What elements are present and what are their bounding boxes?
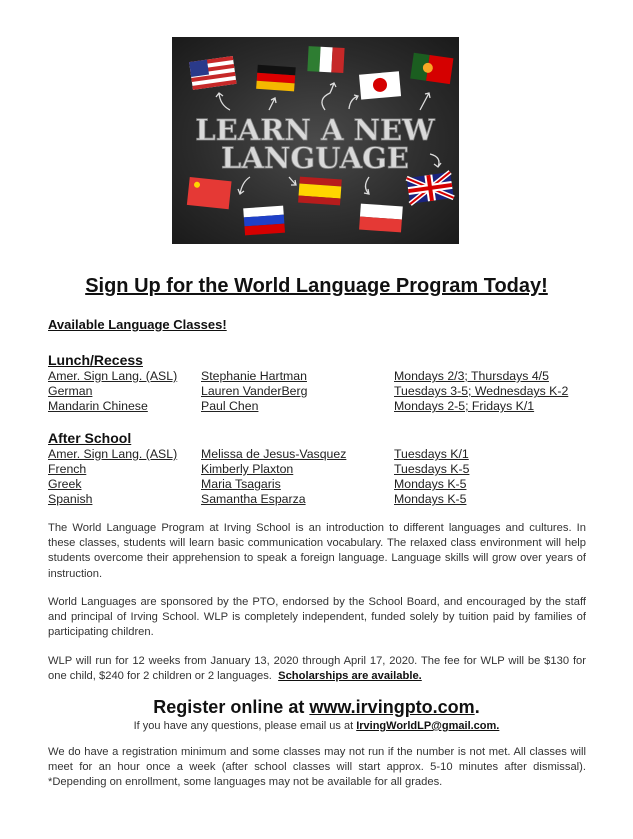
lunch-class-row [0, 384, 633, 400]
usa-flag-icon [189, 56, 236, 90]
class-teacher[interactable]: Lauren VanderBerg [201, 384, 308, 398]
after-school-class-row [0, 477, 633, 493]
scholarships-note: Scholarships are available. [278, 670, 422, 683]
class-language[interactable]: German [48, 384, 93, 398]
germany-flag-icon [256, 65, 296, 92]
banner-headline-1: LEARN A NEW [195, 113, 435, 147]
banner-headline-2: LANGUAGE [221, 141, 409, 175]
after-school-class-row [0, 462, 633, 478]
class-teacher[interactable]: Maria Tsagaris [201, 477, 281, 491]
intro-paragraph: The World Language Program at Irving School is an introduction to different languages and cultures. In these classes, students will learn basic communication vocabulary. The relaxed class environment will help students overcome their apprehension to speak a foreign language. Language skills will grow over years of instruction. [48, 522, 586, 580]
italy-flag-icon [307, 46, 344, 73]
register-link[interactable]: www.irvingpto.com [309, 697, 475, 717]
class-teacher[interactable]: Melissa de Jesus-Vasquez [201, 447, 347, 461]
fees-paragraph [48, 654, 586, 684]
contact-email-link[interactable]: IrvingWorldLP@gmail.com. [356, 720, 500, 732]
class-teacher[interactable]: Stephanie Hartman [201, 369, 307, 383]
lunch-recess-heading: Lunch/Recess [48, 352, 143, 368]
class-language[interactable]: Greek [48, 477, 82, 491]
class-schedule[interactable]: Tuesdays K/1 [394, 447, 469, 461]
poland-flag-icon [359, 204, 403, 233]
fees-text: WLP will run for 12 weeks from January 13, 2020 through April 17, 2020. The fee for WLP will be $130 for one child, $240 for 2 children or 2 languages. [48, 655, 586, 683]
japan-flag-icon [359, 71, 401, 99]
after-school-class-row [0, 492, 633, 508]
class-teacher[interactable]: Kimberly Plaxton [201, 462, 294, 476]
after-school-class-row [0, 447, 633, 463]
spain-flag-icon [298, 177, 342, 206]
after-school-heading: After School [48, 430, 132, 446]
class-language[interactable]: Amer. Sign Lang. (ASL) [48, 369, 178, 383]
class-schedule[interactable]: Tuesdays 3-5; Wednesdays K-2 [394, 384, 569, 398]
page-title: Sign Up for the World Language Program Today! [85, 275, 548, 297]
china-flag-icon [187, 177, 232, 209]
class-schedule[interactable]: Mondays 2/3; Thursdays 4/5 [394, 369, 549, 383]
questions-prefix: If you have any questions, please email us at [133, 720, 357, 732]
lunch-class-row [0, 399, 633, 415]
class-schedule[interactable]: Mondays 2-5; Fridays K/1 [394, 399, 535, 413]
portugal-flag-icon [410, 53, 453, 84]
uk-flag-icon [407, 172, 454, 204]
register-line [0, 697, 633, 718]
class-schedule[interactable]: Mondays K-5 [394, 477, 467, 491]
class-language[interactable]: Spanish [48, 492, 93, 506]
learn-a-new-language-banner [172, 37, 459, 244]
class-language[interactable]: Amer. Sign Lang. (ASL) [48, 447, 178, 461]
register-prefix: Register online at [153, 697, 310, 717]
class-language[interactable]: Mandarin Chinese [48, 399, 148, 413]
sponsor-paragraph: World Languages are sponsored by the PTO, endorsed by the School Board, and encouraged by the staff and principal of Irving School. WLP is completely independent, funded solely by tuition paid by families of participating children. [48, 596, 586, 639]
russia-flag-icon [243, 206, 285, 236]
class-schedule[interactable]: Mondays K-5 [394, 492, 467, 506]
lunch-class-row [0, 369, 633, 385]
class-teacher[interactable]: Paul Chen [201, 399, 259, 413]
chalkboard-illustration [172, 37, 459, 244]
class-schedule[interactable]: Tuesdays K-5 [394, 462, 470, 476]
class-language[interactable]: French [48, 462, 87, 476]
available-classes-heading: Available Language Classes! [48, 317, 227, 332]
registration-minimum-paragraph: We do have a registration minimum and some classes may not run if the number is not met. All classes will meet for an hour once a week (after school classes will start approx. 5-10 minutes after dismissal). *Depending on enrollment, some languages may not be available for all grades. [48, 746, 586, 789]
register-suffix: . [474, 697, 480, 717]
class-teacher[interactable]: Samantha Esparza [201, 492, 306, 506]
questions-line [0, 720, 633, 732]
